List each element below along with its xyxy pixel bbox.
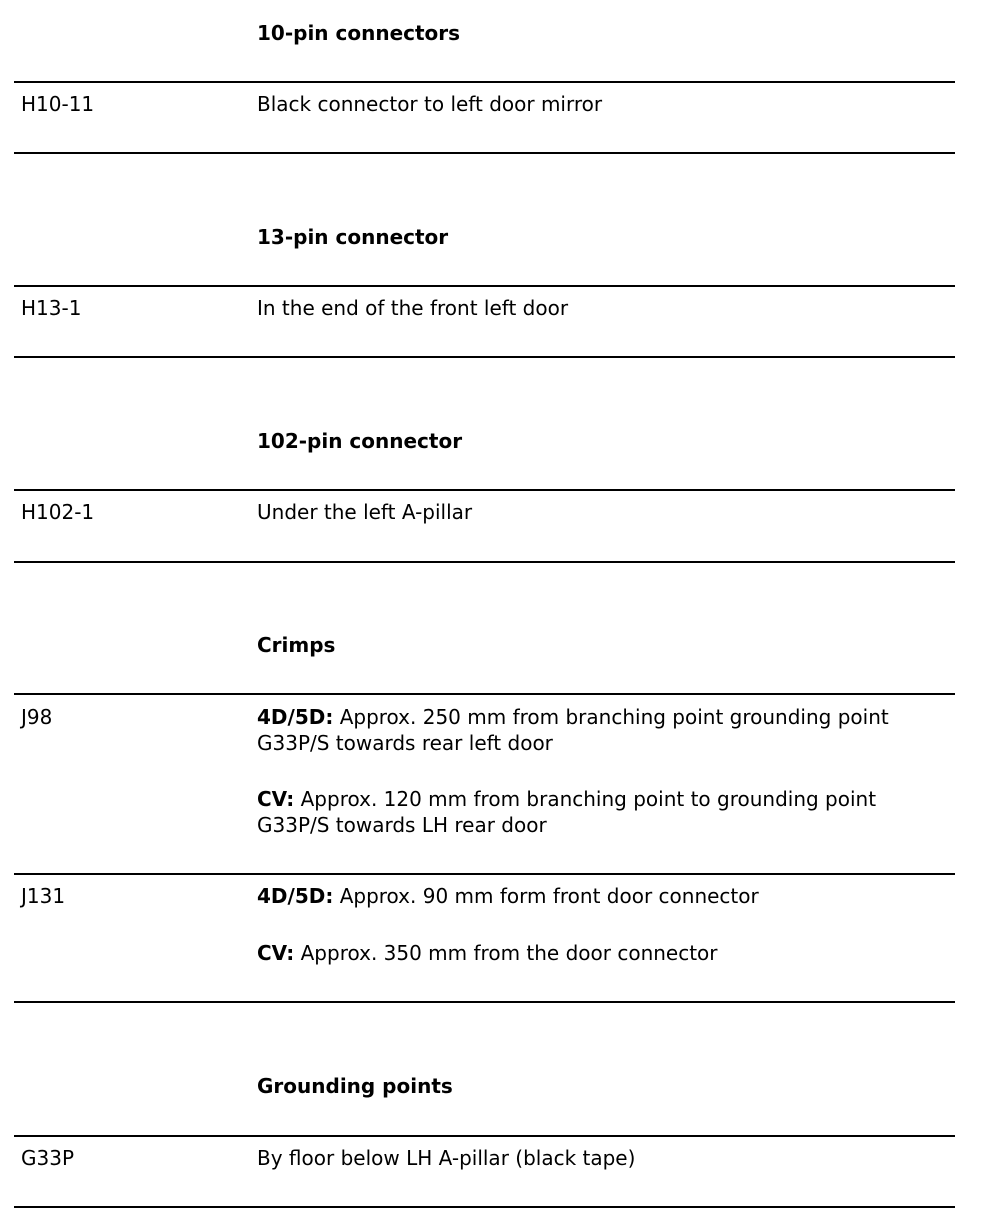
crimp-location-cv [257, 786, 876, 812]
crimp-code: J98 [21, 705, 53, 729]
section-heading-10-pin: 10-pin connectors [257, 21, 461, 45]
connector-code: H102-1 [21, 500, 95, 524]
variant-label: CV: [257, 787, 295, 811]
section-heading-crimps: Crimps [257, 633, 336, 657]
connector-code: H13-1 [21, 296, 82, 320]
divider [14, 1001, 955, 1003]
location-text: Approx. 120 mm from branching point to grounding point [300, 787, 877, 811]
divider [14, 1206, 955, 1208]
variant-label: CV: [257, 941, 295, 965]
divider [14, 356, 955, 358]
variant-label: 4D/5D: [257, 705, 334, 729]
section-heading-grounding-points: Grounding points [257, 1074, 453, 1098]
section-heading-13-pin: 13-pin connector [257, 225, 449, 249]
location-text: Approx. 90 mm form front door connector [339, 884, 759, 908]
divider [14, 285, 955, 287]
grounding-point-code: G33P [21, 1146, 75, 1170]
crimp-location-4d5d [257, 704, 889, 730]
location-text: Approx. 350 mm from the door connector [300, 941, 718, 965]
divider [14, 693, 955, 695]
divider [14, 561, 955, 563]
connector-code: H10-11 [21, 92, 95, 116]
location-text: G33P/S towards LH rear door [257, 813, 547, 837]
divider [14, 81, 955, 83]
divider [14, 1135, 955, 1137]
location-text: Approx. 250 mm from branching point grounding point [339, 705, 889, 729]
connector-location: Black connector to left door mirror [257, 92, 603, 116]
variant-label: 4D/5D: [257, 884, 334, 908]
connector-location: Under the left A-pillar [257, 500, 473, 524]
grounding-point-location: By floor below LH A-pillar (black tape) [257, 1146, 636, 1170]
crimp-location-4d5d [257, 883, 759, 909]
divider [14, 873, 955, 875]
crimp-location-cv [257, 940, 718, 966]
divider [14, 152, 955, 154]
connector-location: In the end of the front left door [257, 296, 569, 320]
section-heading-102-pin: 102-pin connector [257, 429, 463, 453]
divider [14, 489, 955, 491]
location-text: G33P/S towards rear left door [257, 731, 553, 755]
crimp-code: J131 [21, 884, 66, 908]
